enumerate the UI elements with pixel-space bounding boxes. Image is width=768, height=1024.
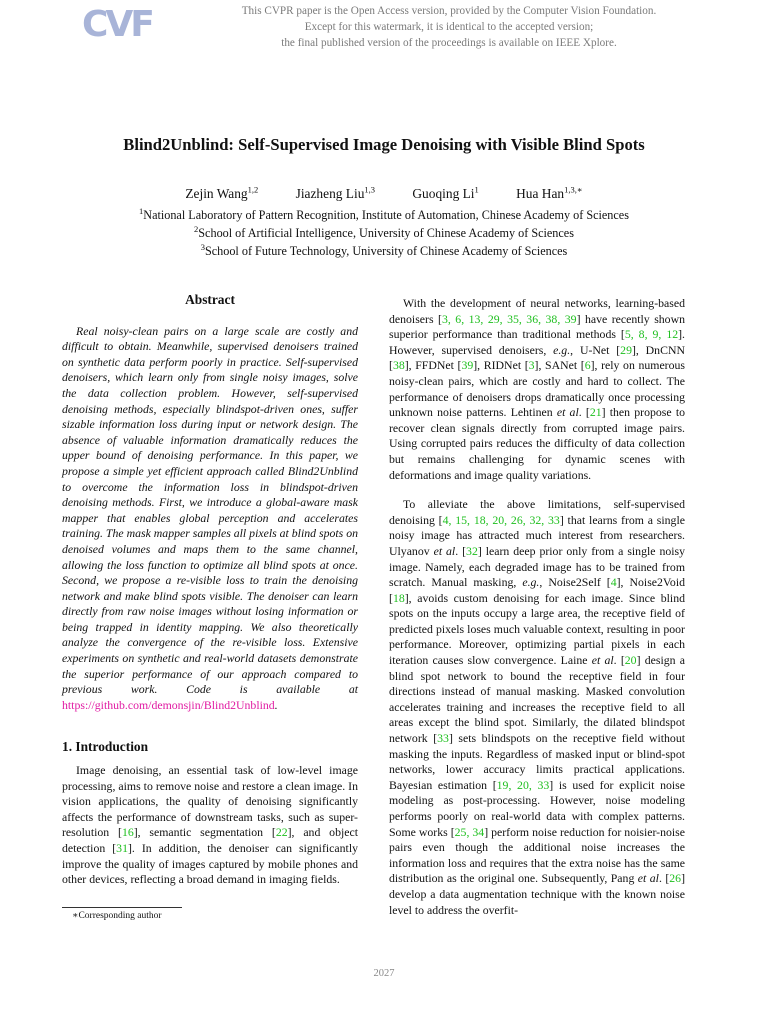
citation-link[interactable]: 21: [589, 405, 602, 420]
author: Jiazheng Liu$^{1,3}$: [295, 185, 376, 202]
citation-link[interactable]: 6: [584, 358, 591, 373]
citation-link[interactable]: 4, 15, 18, 20, 26, 32, 33: [442, 512, 560, 527]
svg-text:CVF: CVF: [82, 4, 152, 45]
affiliation: $^3$School of Future Technology, University of Chinese Academy of Sciences: [200, 242, 568, 259]
citation-link[interactable]: 5, 8, 9, 12: [624, 327, 679, 342]
citation-link[interactable]: 39: [461, 358, 474, 373]
citation-link[interactable]: 26: [669, 871, 682, 886]
author: Hua Han$^{1,3,∗}$: [516, 185, 583, 202]
right-column: [389, 296, 685, 918]
citation-link[interactable]: 20: [624, 653, 637, 668]
citation-link[interactable]: 38: [392, 358, 405, 373]
citation-link[interactable]: 29: [620, 342, 632, 357]
footnote-divider: [62, 907, 182, 908]
author-list: [0, 185, 768, 202]
citation-link[interactable]: 4: [610, 575, 617, 590]
affiliation: $^1$National Laboratory of Pattern Recognition, Institute of Automation, Chinese Academy of Sciences: [139, 206, 629, 223]
citation-link[interactable]: 25, 34: [454, 824, 485, 839]
intro-paragraph: To alleviate the above limitations, self-supervised denoising [4, 15, 18, 20, 26, 32, 33] that learns from a single noisy image has attracted much interest from researchers. Ulyanov et al. [32] learn deep prior only from a single noisy image. Namely, each degraded image has to be trained from scratch. Manual masking, e.g., Noise2Self [4], Noise2Void [18], avoids custom denoising for each image. Since blind spots on the inputs occupy a large area, the receptive field of predicted pixels loses much valuable context, resulting in poor performance. Moreover, optimizing partial pixels in each iteration causes slow convergence. Laine et al. [20] design a blind spot network to bound the receptive field in four directions instead of manual masking. Masked convolution accelerates training and increases the receptive field to all areas except the blind spot. Similarly, the dilated blindspot network [33] sets blindspots on the receptive field without masking the inputs. Regardless of masked input or blind-spot networks, lower accuracy limits practical applications. Bayesian estimation [19, 20, 33] is used for explicit noise modeling as post-processing. However, noise modeling performs poorly on real-world data with complex patterns. Some works [25, 34] perform noise reduction for noisier-noise pairs even though the additional noise increases the information loss and requires that the extra noise has the same distribution as the original one. Subsequently, Pang et al. [26] develop a data augmentation technique with the known noise level to address the overfit-: [389, 497, 686, 917]
author: Guoqing Li$^1$: [412, 185, 479, 202]
page-number: 2027: [373, 968, 395, 979]
cvf-logo: [82, 2, 152, 45]
citation-link[interactable]: 22: [275, 825, 288, 840]
intro-paragraph: Image denoising, an essential task of low-level image processing, aims to remove noise and restore a clean image. In vision applications, the quality of denoising significantly affects the performance of downstream tasks, such as super-resolution [16], semantic segmentation [22], and object detection [31]. In addition, the denoiser can significantly improve the quality of images captured by mobile phones and other devices, reflecting a broad demand in imaging fields.: [62, 763, 358, 887]
author: Zejin Wang$^{1,2}$: [185, 185, 259, 202]
citation-link[interactable]: 19, 20, 33: [496, 777, 550, 792]
watermark-line-1: This CVPR paper is the Open Access version, provided by the Computer Vision Foundation.: [241, 5, 657, 17]
citation-link[interactable]: 32: [466, 543, 478, 558]
abstract-text: Real noisy-clean pairs on a large scale are costly and difficult to obtain. Meanwhile, supervised denoisers trained on synthetic data perform poorly in practice. Self-supervised denoisers, which learn only from single noisy images, solve the data collection problem. However, self-supervised denoising methods, especially blindspot-driven ones, suffer sizable information loss during input or network design. The absence of valuable information dramatically reduces the upper bound of denoising performance. In this paper, we propose a simple yet efficient approach called Blind2Unblind to overcome the information loss in blindspot-driven denoising methods. First, we introduce a global-aware mask mapper that enables global perception and accelerates training. The mask mapper samples all pixels at blind spots on denoised volumes and maps them to the same channel, allowing the loss function to optimize all blind spots at once. Second, we propose a re-visible loss to train the denoising network and make blind spots visible. The denoiser can learn directly from raw noise images without losing information or being trapped in identity mapping. We also theoretically analyze the convergence of the re-visible loss. Extensive experiments on synthetic and real-world datasets demonstrate the superior performance of our approach compared to previous work. Code is available at https://github.com/demonsjin/Blind2Unblind.: [62, 323, 358, 712]
citation-link[interactable]: 16: [121, 825, 134, 840]
citation-link[interactable]: 33: [437, 731, 449, 746]
intro-paragraph: With the development of neural networks, learning-based denoisers [3, 6, 13, 29, 35, 36, 38, 39] have recently shown superior performance than traditional methods [5, 8, 9, 12]. However, supervised denoisers, e.g., U-Net [29], DnCNN [38], FFDNet [39], RIDNet [3], SANet [6], rely on numerous noisy-clean pairs, which are costly and hard to collect. The performance of denoisers drops dramatically once processing unknown noise patterns. Lehtinen et al. [21] then propose to recover clean signals directly from corrupted image pairs. Using corrupted pairs reduces the difficulty of data collection but remains challenging for dynamic scenes with deformations and image quality variations.: [389, 296, 686, 482]
paper-title: Blind2Unblind: Self-Supervised Image Denoising with Visible Blind Spots: [123, 135, 645, 154]
open-access-watermark: [150, 3, 748, 51]
citation-link[interactable]: 3: [528, 358, 535, 373]
affiliation: $^2$School of Artificial Intelligence, University of Chinese Academy of Sciences: [194, 224, 574, 241]
watermark-line-2: Except for this watermark, it is identical to the accepted version;: [304, 21, 594, 33]
code-link[interactable]: https://github.com/demonsjin/Blind2Unblind: [62, 697, 275, 712]
section-heading-introduction: 1. Introduction: [62, 739, 149, 755]
citation-link[interactable]: 3, 6, 13, 29, 35, 36, 38, 39: [441, 311, 577, 326]
watermark-line-3: the final published version of the proceedings is available on IEEE Xplore.: [281, 37, 617, 49]
footnote: ∗Corresponding author: [72, 911, 162, 921]
citation-link[interactable]: 18: [392, 590, 405, 605]
left-column: [62, 292, 358, 888]
abstract-heading: Abstract: [185, 292, 235, 307]
citation-link[interactable]: 31: [116, 841, 128, 855]
